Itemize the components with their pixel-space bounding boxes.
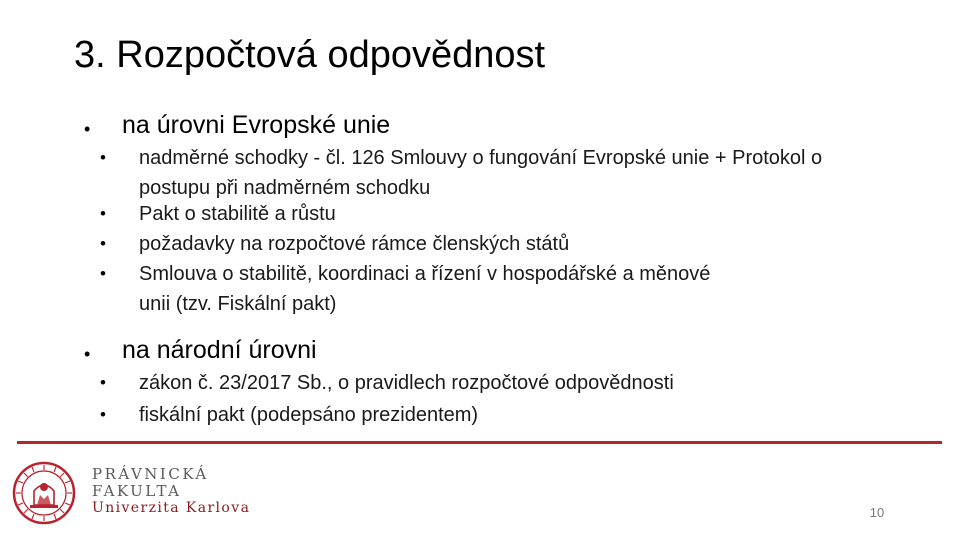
item-bullet: • [100, 373, 106, 392]
section-bullet: • [84, 344, 91, 364]
list-item-text: nadměrné schodky - čl. 126 Smlouvy o fungování Evropské unie + Protokol o postupu při nadměrném schodku [139, 147, 823, 199]
list-item-text: zákon č. 23/2017 Sb., o pravidlech rozpočtové odpovědnosti [139, 372, 674, 394]
logo-line-faculty: PRÁVNICKÁ [92, 465, 209, 483]
item-bullet: • [100, 405, 106, 424]
logo-line-faculty-2: FAKULTA [92, 482, 182, 500]
section-heading-eu: na úrovni Evropské unie [122, 111, 391, 139]
university-seal-icon [12, 461, 76, 525]
slide-title: 3. Rozpočtová odpovědnost [74, 34, 546, 76]
logo-wordmark [92, 466, 250, 517]
footer-divider [17, 441, 942, 444]
list-item-text: Smlouva o stabilitě, koordinaci a řízení v hospodářské a měnové unii (tzv. Fiskální pakt) [139, 263, 711, 315]
item-bullet: • [100, 234, 106, 253]
list-item-text: fiskální pakt (podepsáno prezidentem) [139, 404, 479, 426]
section-heading-national: na národní úrovni [122, 336, 317, 364]
list-item-text: Pakt o stabilitě a růstu [139, 203, 336, 225]
page-number: 10 [869, 505, 885, 520]
section-bullet: • [84, 119, 91, 139]
item-bullet: • [100, 148, 106, 167]
list-item-text: požadavky na rozpočtové rámce členských států [139, 233, 570, 255]
logo-line-university: Univerzita Karlova [92, 500, 251, 516]
item-bullet: • [100, 204, 106, 223]
item-bullet: • [100, 264, 106, 283]
